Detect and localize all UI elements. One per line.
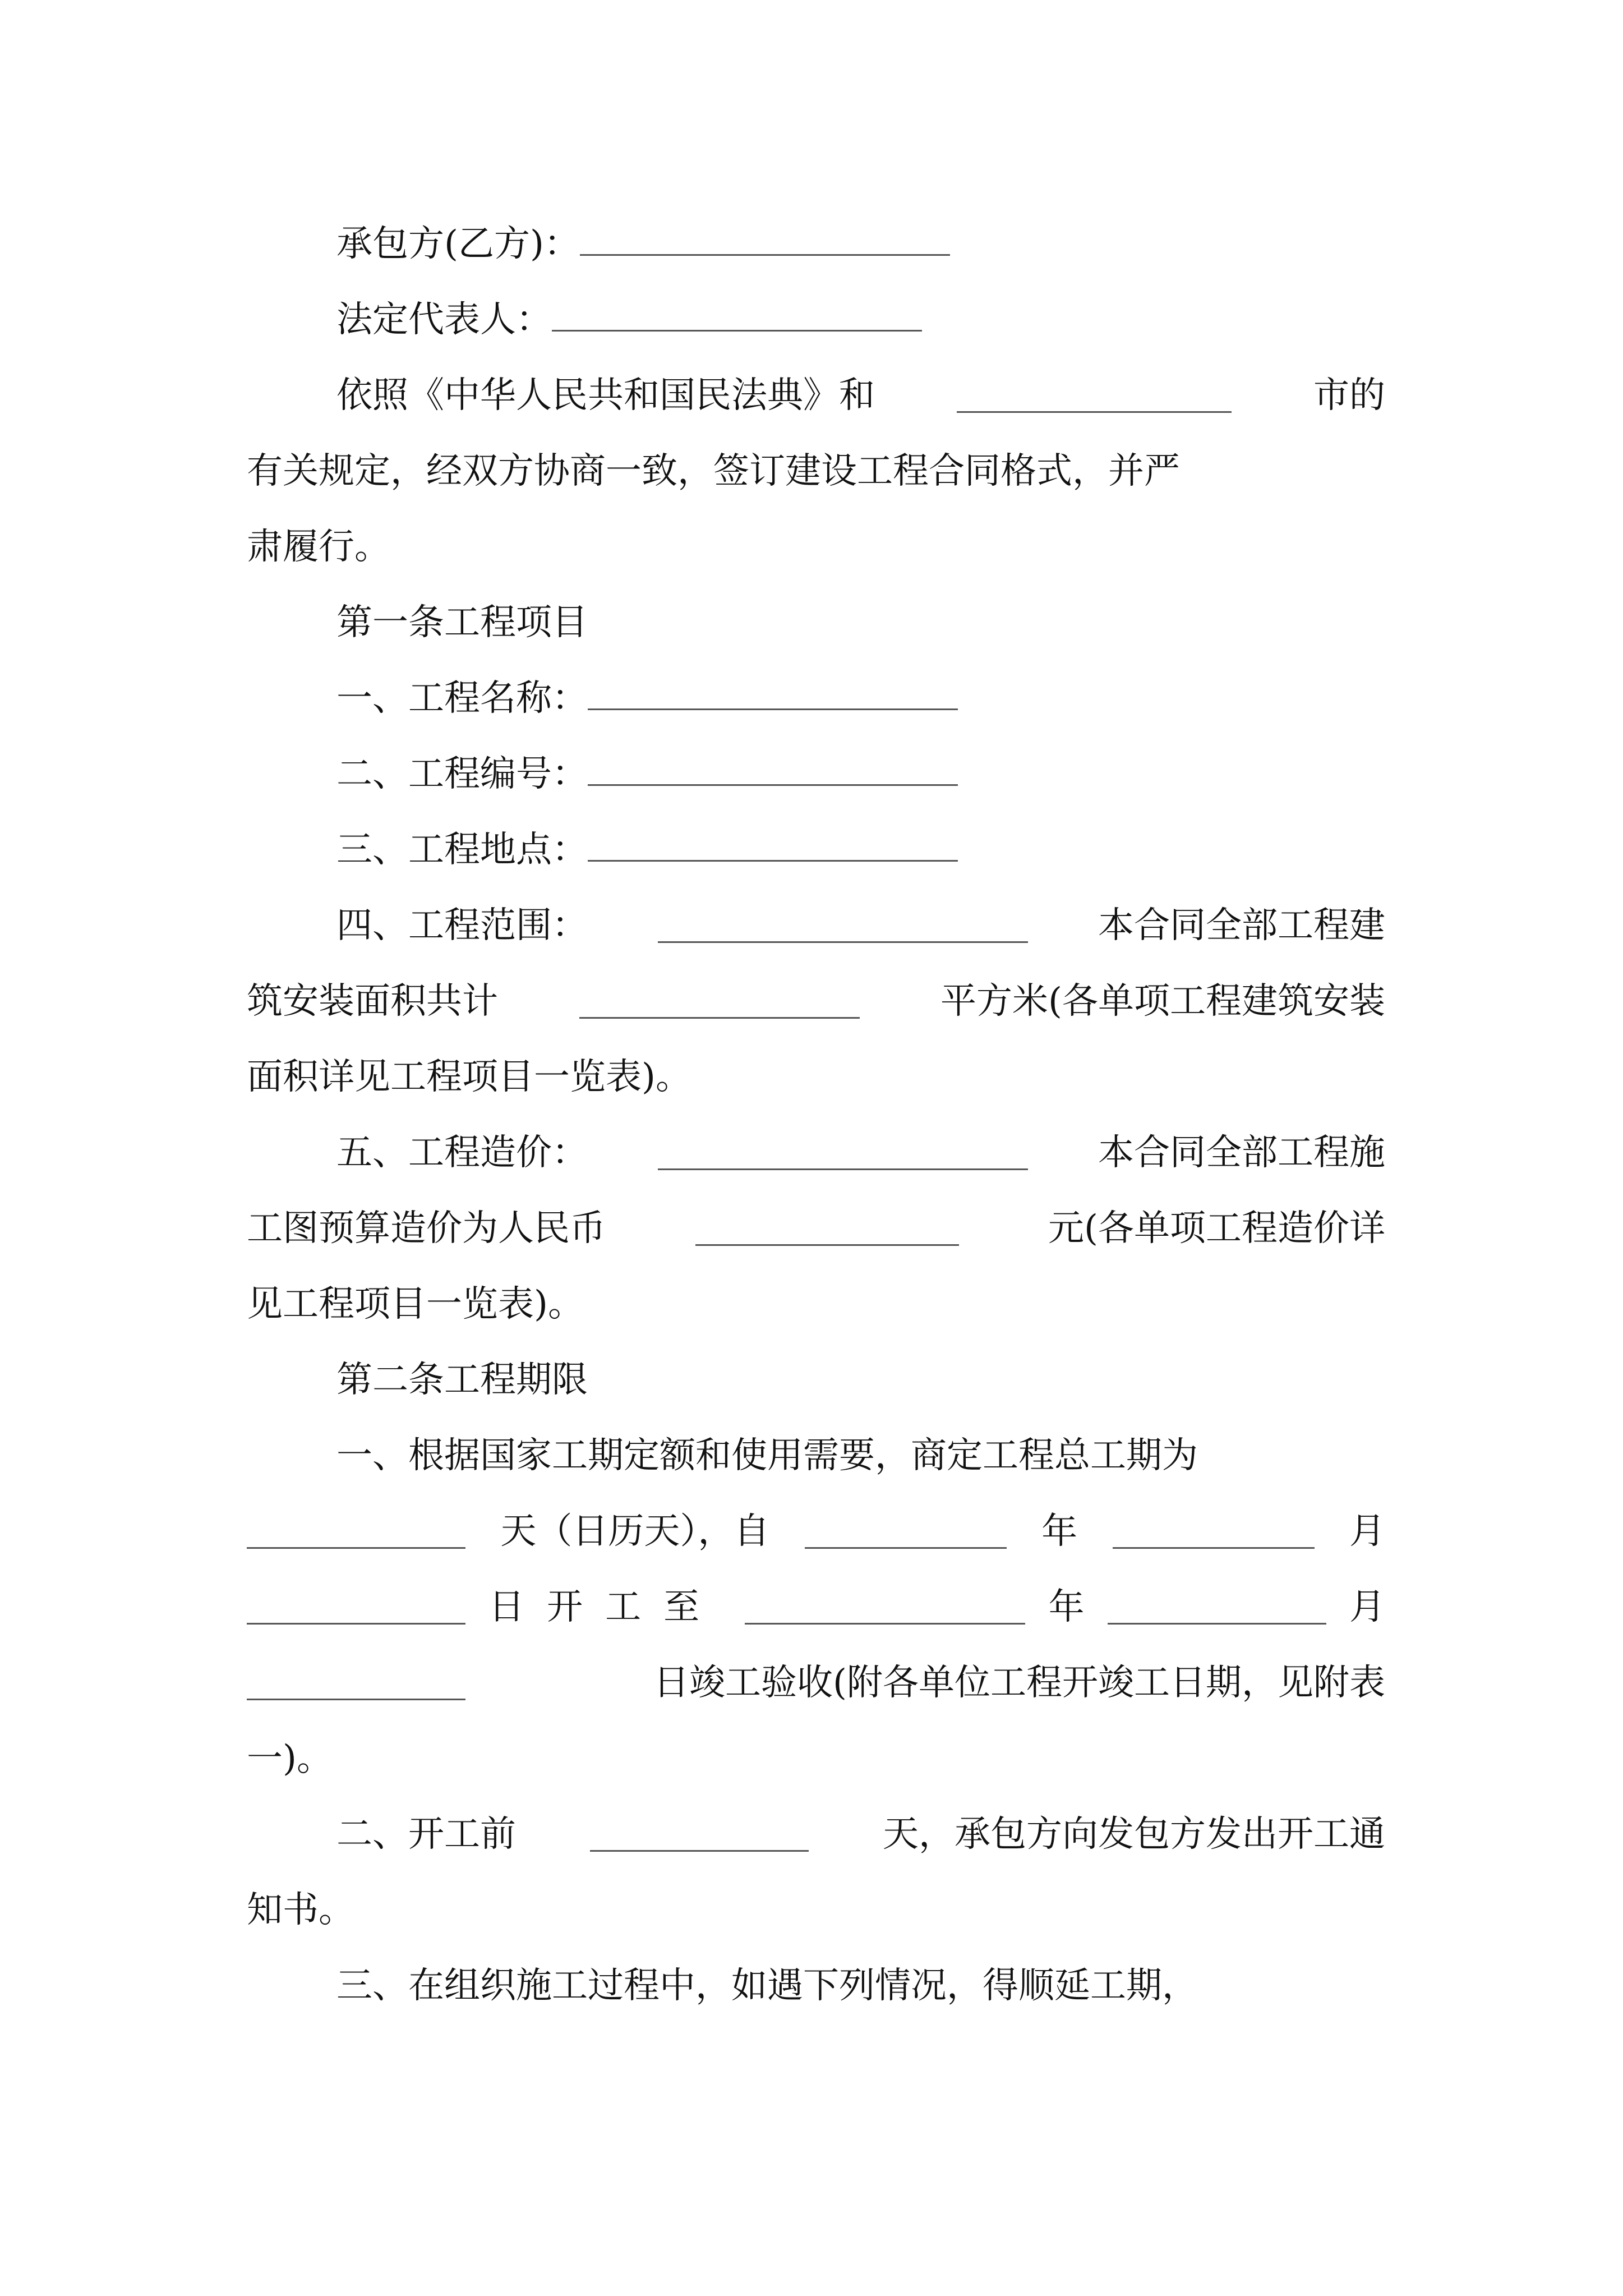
preamble-line-2 — [247, 440, 1385, 502]
cost-text-1: 本合同全部工程施 — [1098, 1132, 1385, 1174]
legal-rep-blank — [552, 297, 922, 332]
period-line-3 — [247, 1576, 1385, 1638]
period-text-3a: 日开工至 — [488, 1586, 722, 1628]
notice-text-2: 知书。 — [247, 1889, 354, 1931]
area-blank — [579, 984, 860, 1019]
notice-line-2 — [247, 1879, 1385, 1941]
period-line-5 — [247, 1728, 1385, 1789]
period-text-4: 日竣工验收(附各单位工程开竣工日期，见附表 — [653, 1662, 1385, 1704]
scope-line-2 — [247, 970, 1385, 1032]
contractor-blank — [580, 222, 950, 256]
preamble-text-3: 有关规定，经双方协商一致，签订建设工程合同格式，并严 — [247, 450, 1180, 492]
scope-text-2a: 筑安装面积共计 — [247, 981, 498, 1022]
preamble-text-2: 市的 — [1313, 375, 1385, 416]
amount-blank — [695, 1212, 959, 1246]
project-location-blank — [588, 827, 958, 862]
legal-rep-line — [336, 289, 1385, 351]
period-text-3c: 月 — [1349, 1586, 1385, 1628]
scope-text-1: 本合同全部工程建 — [1098, 905, 1385, 946]
contractor-line — [336, 213, 1385, 275]
start-day-blank — [247, 1590, 465, 1625]
preamble-text-4: 肃履行。 — [247, 526, 390, 568]
project-location-line — [336, 819, 1385, 881]
delay-text-1: 三、在组织施工过程中，如遇下列情况，得顺延工期， — [336, 1965, 1198, 2007]
legal-rep-label: 法定代表人： — [336, 299, 552, 341]
end-day-blank — [247, 1666, 465, 1700]
scope-blank — [658, 909, 1028, 943]
cost-line-3 — [247, 1273, 1385, 1335]
days-blank — [247, 1515, 465, 1549]
period-line-4 — [247, 1652, 1385, 1714]
period-text-5: 一)。 — [247, 1738, 333, 1779]
project-location-label: 三、工程地点： — [336, 829, 588, 871]
city-blank — [957, 379, 1232, 413]
end-year-blank — [745, 1590, 1025, 1625]
contractor-label: 承包方(乙方)： — [336, 223, 580, 265]
article1-title — [336, 592, 1385, 654]
period-text-3b: 年 — [1048, 1586, 1085, 1628]
scope-text-3: 面积详见工程项目一览表)。 — [247, 1056, 691, 1098]
cost-label: 五、工程造价： — [336, 1132, 588, 1174]
end-month-blank — [1108, 1590, 1326, 1625]
project-number-label: 二、工程编号： — [336, 753, 588, 795]
start-year-blank — [805, 1515, 1007, 1549]
scope-line-1 — [336, 895, 1385, 956]
project-name-label: 一、工程名称： — [336, 678, 588, 719]
delay-line-1 — [336, 1955, 1385, 2017]
period-line-1 — [336, 1425, 1385, 1487]
preamble-text-1: 依照《中华人民共和国民法典》和 — [336, 375, 875, 416]
cost-text-2a: 工图预算造价为人民币 — [247, 1208, 606, 1249]
notice-days-blank — [590, 1818, 809, 1852]
notice-line-1 — [336, 1803, 1385, 1865]
cost-text-2b: 元(各单项工程造价详 — [1048, 1208, 1385, 1249]
cost-line-2 — [247, 1198, 1385, 1259]
article1-title-text: 第一条工程项目 — [336, 602, 588, 643]
cost-text-3: 见工程项目一览表)。 — [247, 1283, 584, 1325]
notice-text-1a: 二、开工前 — [336, 1814, 516, 1855]
project-number-blank — [588, 752, 958, 786]
project-name-line — [336, 668, 1385, 729]
cost-line-1 — [336, 1122, 1385, 1184]
start-month-blank — [1113, 1515, 1315, 1549]
project-number-line — [336, 743, 1385, 805]
project-name-blank — [588, 676, 958, 710]
notice-text-1b: 天，承包方向发包方发出开工通 — [883, 1814, 1385, 1855]
period-line-2 — [247, 1501, 1385, 1562]
period-text-2c: 月 — [1349, 1511, 1385, 1552]
scope-line-3 — [247, 1046, 1385, 1108]
article2-title-text: 第二条工程期限 — [336, 1359, 588, 1401]
preamble-line-3 — [247, 516, 1385, 578]
scope-label: 四、工程范围： — [336, 905, 588, 946]
period-text-1: 一、根据国家工期定额和使用需要，商定工程总工期为 — [336, 1435, 1198, 1476]
scope-text-2b: 平方米(各单项工程建筑安装 — [940, 981, 1385, 1022]
article2-title — [336, 1349, 1385, 1411]
period-text-2a: 天（日历天），自 — [500, 1511, 770, 1552]
cost-blank — [658, 1136, 1028, 1170]
preamble-line-1 — [336, 365, 1385, 426]
period-text-2b: 年 — [1041, 1511, 1078, 1552]
